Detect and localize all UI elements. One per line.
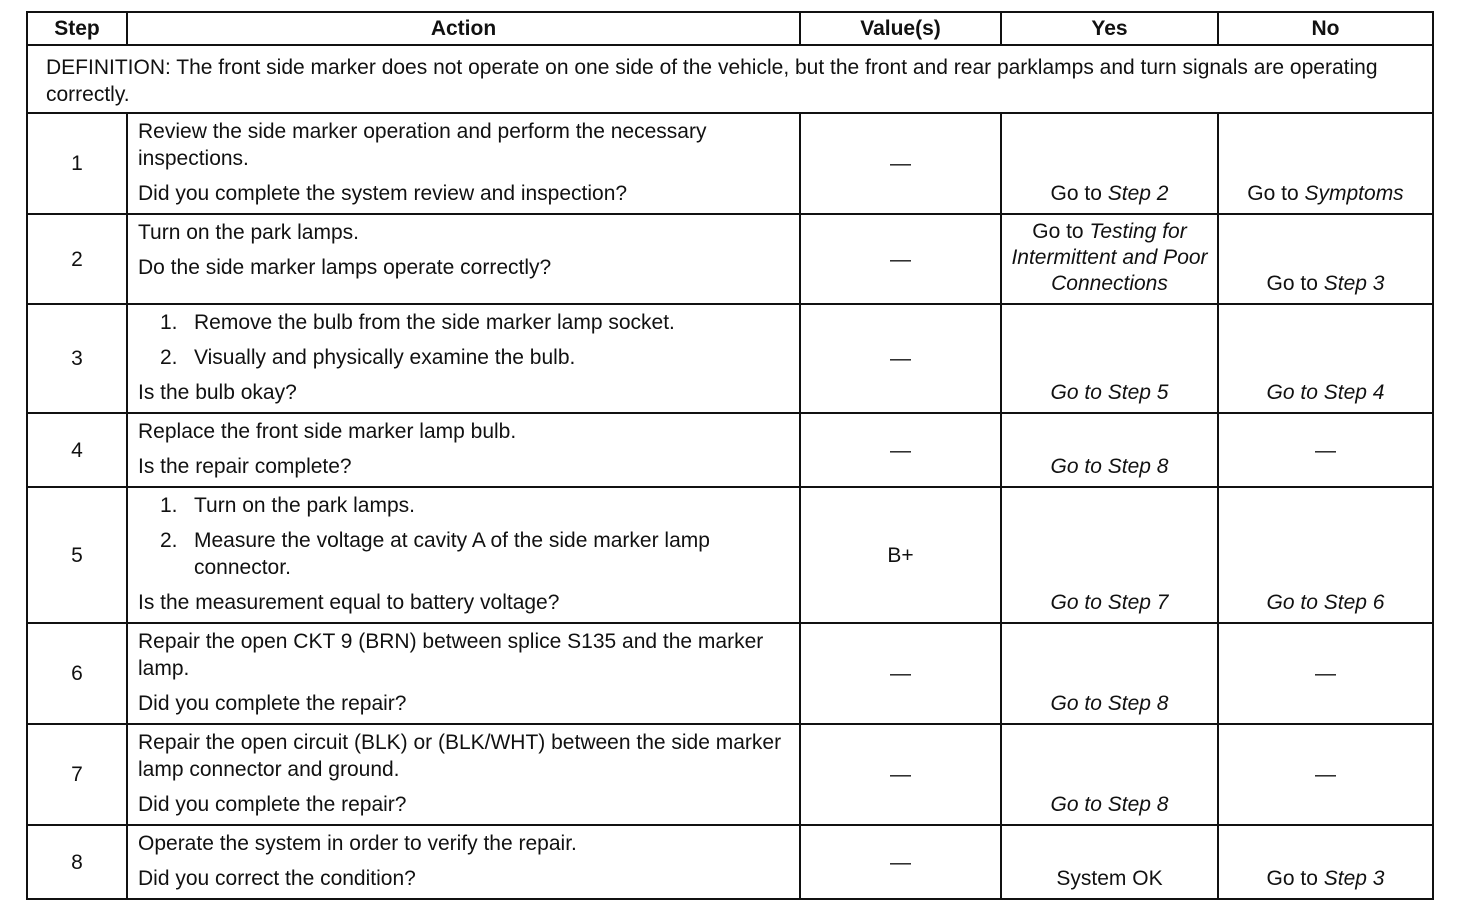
question-text: Did you complete the system review and inspection? <box>138 182 628 205</box>
header-action: Action <box>127 12 800 45</box>
header-row <box>27 12 1433 45</box>
step-number: 8 <box>27 825 127 899</box>
action-cell <box>127 825 800 899</box>
list-text: Visually and physically examine the bulb. <box>194 346 576 369</box>
table-row <box>27 623 1433 724</box>
yes-cell: System OK <box>1001 825 1218 899</box>
value-cell: — <box>800 623 1001 724</box>
action-cell <box>127 304 800 413</box>
no-cell: — <box>1218 724 1433 825</box>
action-cell <box>127 413 800 487</box>
step-number: 7 <box>27 724 127 825</box>
instruction-list <box>138 492 791 581</box>
list-number: 1. <box>160 311 178 334</box>
list-item <box>138 527 791 581</box>
list-number: 1. <box>160 494 178 517</box>
instruction-list <box>138 309 791 371</box>
step-number: 1 <box>27 113 127 214</box>
value-cell: — <box>800 413 1001 487</box>
action-cell <box>127 487 800 623</box>
header-no: No <box>1218 12 1433 45</box>
no-cell <box>1218 304 1433 413</box>
no-cell <box>1218 825 1433 899</box>
action-text: Operate the system in order to verify the repair. <box>138 832 577 855</box>
action-cell <box>127 113 800 214</box>
header-step: Step <box>27 12 127 45</box>
step-number: 6 <box>27 623 127 724</box>
definition-text: DEFINITION: The front side marker does not operate on one side of the vehicle, but the front and rear parklamps and turn signals are operating correctly. <box>27 45 1433 113</box>
no-cell <box>1218 214 1433 304</box>
list-text: Remove the bulb from the side marker lamp socket. <box>194 311 675 334</box>
table-row <box>27 724 1433 825</box>
question-text: Did you correct the condition? <box>138 867 416 890</box>
table-row <box>27 304 1433 413</box>
no-link[interactable]: Go to Step 6 <box>1266 591 1385 614</box>
step-number: 2 <box>27 214 127 304</box>
action-cell <box>127 724 800 825</box>
table-row <box>27 413 1433 487</box>
no-link[interactable]: Go to Step 4 <box>1266 381 1385 404</box>
value-cell: — <box>800 825 1001 899</box>
no-link[interactable]: Step 3 <box>1323 867 1385 890</box>
yes-cell <box>1001 113 1218 214</box>
no-cell: — <box>1218 413 1433 487</box>
yes-cell <box>1001 487 1218 623</box>
value-cell: — <box>800 304 1001 413</box>
yes-prefix: Go to <box>1032 220 1090 243</box>
list-text: Turn on the park lamps. <box>194 494 415 517</box>
yes-link[interactable]: Testing for Intermittent and Poor Connections <box>1011 220 1208 295</box>
yes-link[interactable]: Go to Step 8 <box>1050 793 1169 816</box>
yes-prefix: Go to <box>1050 182 1108 205</box>
value-cell: — <box>800 724 1001 825</box>
question-text: Is the repair complete? <box>138 455 352 478</box>
action-text: Review the side marker operation and perform the necessary inspections. <box>138 120 707 170</box>
step-number: 4 <box>27 413 127 487</box>
question-text: Is the measurement equal to battery voltage? <box>138 591 560 614</box>
table-row <box>27 487 1433 623</box>
value-cell: — <box>800 214 1001 304</box>
list-number: 2. <box>160 346 178 369</box>
action-text: Repair the open CKT 9 (BRN) between splice S135 and the marker lamp. <box>138 630 764 680</box>
question-text: Is the bulb okay? <box>138 381 297 404</box>
action-cell <box>127 214 800 304</box>
question-text: Do the side marker lamps operate correctly? <box>138 256 552 279</box>
list-item <box>138 309 791 336</box>
list-item <box>138 344 791 371</box>
step-number: 3 <box>27 304 127 413</box>
action-text: Repair the open circuit (BLK) or (BLK/WHT) between the side marker lamp connector and ground. <box>138 731 782 781</box>
action-text: Replace the front side marker lamp bulb. <box>138 420 517 443</box>
table-row <box>27 825 1433 899</box>
yes-cell <box>1001 623 1218 724</box>
no-link[interactable]: Step 3 <box>1323 272 1385 295</box>
yes-link[interactable]: Go to Step 8 <box>1050 455 1169 478</box>
yes-link[interactable]: Go to Step 8 <box>1050 692 1169 715</box>
yes-cell <box>1001 304 1218 413</box>
yes-cell <box>1001 413 1218 487</box>
list-number: 2. <box>160 529 178 552</box>
yes-link[interactable]: Go to Step 7 <box>1050 591 1169 614</box>
yes-link[interactable]: Step 2 <box>1107 182 1169 205</box>
definition-row <box>27 45 1433 113</box>
question-text: Did you complete the repair? <box>138 692 407 715</box>
no-cell: — <box>1218 623 1433 724</box>
no-cell <box>1218 487 1433 623</box>
yes-link[interactable]: Go to Step 5 <box>1050 381 1169 404</box>
yes-cell <box>1001 724 1218 825</box>
question-text: Did you complete the repair? <box>138 793 407 816</box>
list-text: Measure the voltage at cavity A of the side marker lamp connector. <box>194 529 710 579</box>
no-link[interactable]: Symptoms <box>1304 182 1404 205</box>
no-prefix: Go to <box>1266 867 1324 890</box>
no-cell <box>1218 113 1433 214</box>
diagnostic-table <box>26 11 1434 900</box>
action-cell <box>127 623 800 724</box>
action-text: Turn on the park lamps. <box>138 221 359 244</box>
list-item <box>138 492 791 519</box>
no-prefix: Go to <box>1266 272 1324 295</box>
header-values: Value(s) <box>800 12 1001 45</box>
no-prefix: Go to <box>1247 182 1305 205</box>
value-cell: — <box>800 113 1001 214</box>
step-number: 5 <box>27 487 127 623</box>
yes-cell <box>1001 214 1218 304</box>
table-row <box>27 113 1433 214</box>
header-yes: Yes <box>1001 12 1218 45</box>
table-row <box>27 214 1433 304</box>
value-cell: B+ <box>800 487 1001 623</box>
